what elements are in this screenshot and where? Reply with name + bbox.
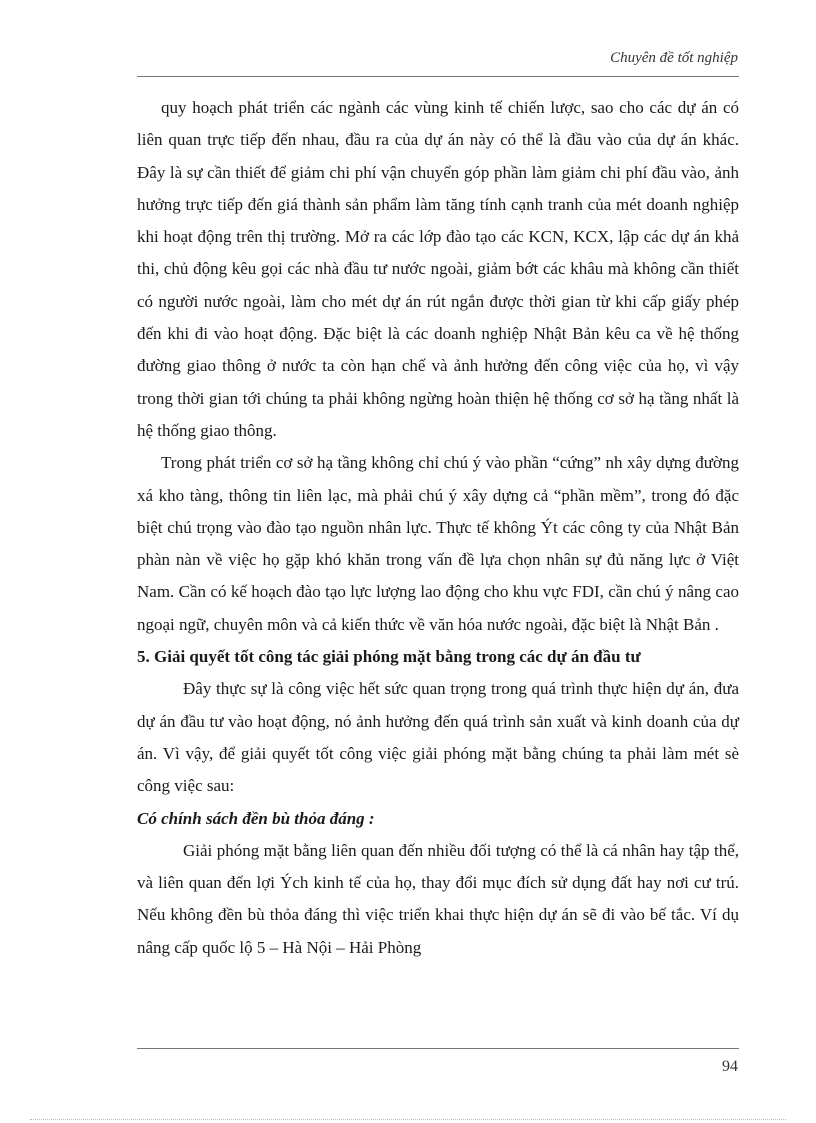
footer-rule xyxy=(137,1048,739,1049)
section-heading: 5. Giải quyết tốt công tác giải phóng mặt bằng trong các dự án đầu tư xyxy=(137,647,641,667)
header-rule xyxy=(137,76,739,77)
paragraph-3: Đây thực sự là công việc hết sức quan trọng trong quá trình thực hiện dự án, đưa dự án đầu tư vào hoạt động, nó ảnh hưởng đến quá trình sản xuất và kinh doanh của dự án. Vì vậy, để giải quyết tốt công việc giải phóng mặt bằng chúng ta phải làm mét sè công việc sau: xyxy=(137,679,739,796)
paragraph-2: Trong phát triển cơ sở hạ tầng không chỉ chú ý vào phần “cứng” nh xây dựng đường xá kho tàng, thông tin liên lạc, mà phải chú ý xây dựng cả “phần mềm”, trong đó đặc biệt chú trọng vào đào tạo nguồn nhân lực. Thực tế không Ýt các công ty của Nhật Bản phàn nàn về việc họ gặp khó khăn trong vấn đề lựa chọn nhân sự đủ năng lực ở Việt Nam. Cần có kế hoạch đào tạo lực lượng lao động cho khu vực FDI, cần chú ý nâng cao ngoại ngữ, chuyên môn và cả kiến thức về văn hóa nước ngoài, đặc biệt là Nhật Bản . xyxy=(137,453,739,634)
running-header: Chuyên đề tốt nghiệp xyxy=(610,50,738,66)
page-number: 94 xyxy=(722,1058,738,1075)
page-body xyxy=(137,92,739,964)
subheading: Có chính sách đền bù thỏa đáng : xyxy=(137,808,375,828)
paragraph-1: quy hoạch phát triển các ngành các vùng kinh tế chiến lược, sao cho các dự án có liên quan trực tiếp đến nhau, đầu ra của dự án này có thể là đầu vào của dự án khác. Đây là sự cần thiết để giảm chi phí vận chuyển góp phần làm giảm chi phí đầu vào, ảnh hưởng trực tiếp đến giá thành sản phẩm làm tăng tính cạnh tranh của mét doanh nghiệp khi hoạt động trên thị trường. Mở ra các lớp đào tạo các KCN, KCX, lập các dự án khả thi, chủ động kêu gọi các nhà đầu tư nước ngoài, giảm bớt các khâu mà không cần thiết có người nước ngoài, làm cho mét dự án rút ngắn được thời gian từ khi cấp giấy phép đến khi đi vào hoạt động. Đặc biệt là các doanh nghiệp Nhật Bản kêu ca về hệ thống đường giao thông ở nước ta còn hạn chế và ảnh hưởng đến công việc của họ, vì vậy trong thời gian tới chúng ta phải không ngừng hoàn thiện hệ thống cơ sở hạ tầng nhất là hệ thống giao thông. xyxy=(137,98,739,440)
paragraph-4: Giải phóng mặt bằng liên quan đến nhiều đối tượng có thể là cá nhân hay tập thể, và liên quan đến lợi Ých kinh tế của họ, thay đổi mục đích sử dụng đất hay nơi cư trú. Nếu không đền bù thỏa đáng thì việc triển khai thực hiện dự án sẽ đi vào bế tắc. Ví dụ nâng cấp quốc lộ 5 – Hà Nội – Hải Phòng xyxy=(137,840,739,957)
bottom-dotted-border xyxy=(30,1119,786,1120)
